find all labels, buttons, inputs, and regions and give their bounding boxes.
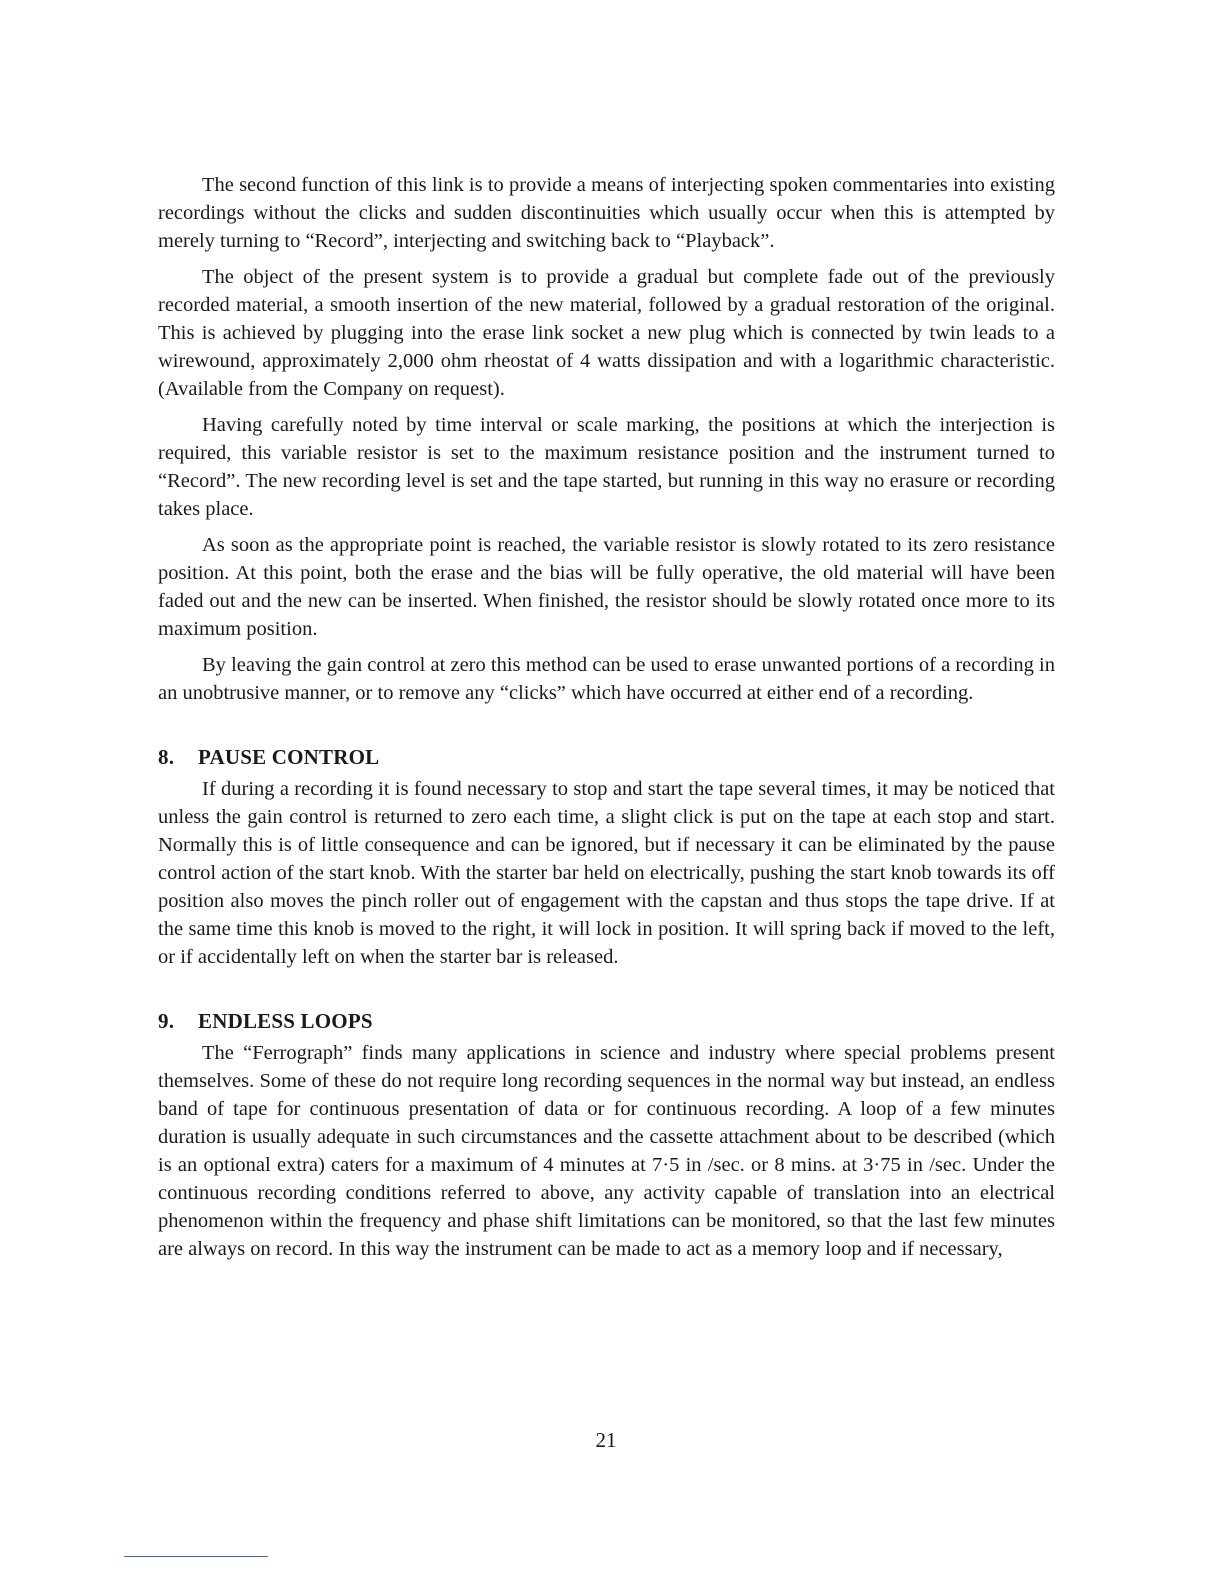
body-paragraph: If during a recording it is found necessary to stop and start the tape several times, it may be noticed that unless the gain control is returned to zero each time, a slight click is put on the tape at each stop and start. Normally this is of little consequence and can be ignored, but if necessary it can be eliminated by the pause control action of the start knob. With the starter bar held on electrically, pushing the start knob towards its off position also moves the pinch roller out of engagement with the capstan and thus stops the tape drive. If at the same time this knob is moved to the right, it will lock in position. It will spring back if moved to the left, or if accidentally left on when the starter bar is released.: [158, 778, 1055, 968]
page-body: [158, 171, 1055, 1271]
body-paragraph: The second function of this link is to provide a means of interjecting spoken commentaries into existing recordings without the clicks and sudden discontinuities which usually occur when this is attempted by merely turning to “Record”, interjecting and switching back to “Playback”.: [158, 174, 1055, 252]
body-paragraph: Having carefully noted by time interval or scale marking, the positions at which the interjection is required, this variable resistor is set to the maximum resistance position and the instrument turned to “Record”. The new recording level is set and the tape started, but running in this way no erasure or recording takes place.: [158, 414, 1055, 520]
body-paragraph: By leaving the gain control at zero this method can be used to erase unwanted portions of a recording in an unobtrusive manner, or to remove any “clicks” which have occurred at either end of a recording.: [158, 654, 1055, 704]
section-heading-pause-control: [158, 743, 1055, 771]
body-paragraph: As soon as the appropriate point is reached, the variable resistor is slowly rotated to its zero resistance position. At this point, both the erase and the bias will be fully operative, the old material will have been faded out and the new can be inserted. When finished, the resistor should be slowly rotated once more to its maximum position.: [158, 534, 1055, 640]
body-paragraph: The “Ferrograph” finds many applications in science and industry where special problems present themselves. Some of these do not require long recording sequences in the normal way but instead, an endless band of tape for continuous presentation of data or for continuous recording. A loop of a few minutes duration is usually adequate in such circumstances and the cassette attachment about to be described (which is an optional extra) caters for a maximum of 4 minutes at 7·5 in /sec. or 8 mins. at 3·75 in /sec. Under the continuous recording conditions referred to above, any activity capable of translation into an electrical phenomenon within the frequency and phase shift limitations can be monitored, so that the last few minutes are always on record. In this way the instrument can be made to act as a memory loop and if necessary,: [158, 1042, 1055, 1260]
footnote-rule: [124, 1556, 268, 1557]
section-number: 9.: [158, 1009, 175, 1033]
page-number: 21: [595, 1428, 617, 1452]
section-title: PAUSE CONTROL: [198, 745, 380, 769]
section-heading-endless-loops: [158, 1007, 1055, 1035]
section-title: ENDLESS LOOPS: [198, 1009, 373, 1033]
body-paragraph: The object of the present system is to provide a gradual but complete fade out of the previously recorded material, a smooth insertion of the new material, followed by a gradual restoration of the original. This is achieved by plugging into the erase link socket a new plug which is connected by twin leads to a wirewound, approximately 2,000 ohm rheostat of 4 watts dissipation and with a logarithmic characteristic. (Available from the Company on request).: [158, 266, 1055, 400]
section-number: 8.: [158, 745, 175, 769]
